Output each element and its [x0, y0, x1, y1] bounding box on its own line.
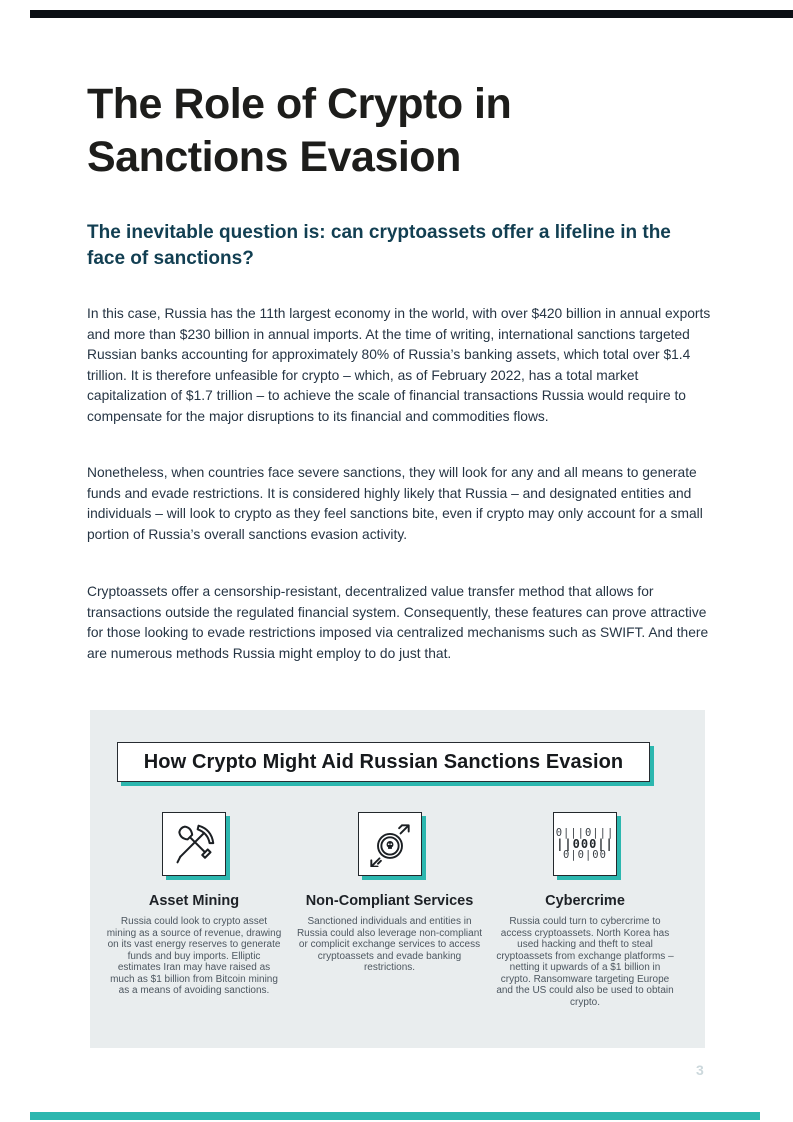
infographic-title-box	[117, 742, 650, 782]
top-accent-bar	[30, 10, 793, 18]
infographic-item-non-compliant-services	[290, 812, 490, 1008]
infographic-item-asset-mining	[104, 812, 284, 1008]
item-title: Non-Compliant Services	[305, 893, 474, 909]
body-paragraph: Cryptoassets offer a censorship-resistant, decentralized value transfer method that allows for transactions outside the regulated financial system. Consequently, these features can prove attractive for those looking to evade restrictions imposed via centralized mechanisms such as SWIFT. And there are numerous methods Russia might employ to do just that.	[87, 584, 709, 661]
item-title: Cybercrime	[545, 893, 625, 909]
infographic-item-cybercrime	[495, 812, 675, 1008]
sanctioned-coin-icon	[367, 821, 413, 867]
binary-row: 0|||0|||	[555, 826, 615, 839]
icon-box	[553, 812, 617, 876]
binary-row: 0|0|00	[563, 848, 607, 861]
icon-box	[162, 812, 226, 876]
item-description: Russia could turn to cybercrime to access cryptoassets. North Korea has used hacking and theft to steal cryptoassets from exchange platforms – netting it upwards of a $1 billion in crypto. Ransomware targeting Europe and the US could also be used to obtain crypto.	[496, 916, 674, 1008]
item-description: Sanctioned individuals and entities in Russia could also leverage non-compliant or complicit exchange services to access cryptoassets and evade banking restrictions.	[296, 916, 483, 973]
body-paragraph: In this case, Russia has the 11th largest economy in the world, with over $420 billion in annual exports and more than $230 billion in annual imports. At the time of writing, international sanctions targeted Russian banks accounting for approximately 80% of Russia’s banking assets, which total over $1.4 trillion. It is therefore unfeasible for crypto – which, as of February 2022, has a total market capitalization of $1.7 trillion – to achieve the scale of financial transactions Russia would require to compensate for the major disruptions to its financial and commodities flows.	[87, 306, 711, 424]
binary-row: ||000||	[556, 836, 614, 851]
bottom-accent-bar	[30, 1112, 760, 1120]
page-subtitle: The inevitable question is: can cryptoassets offer a lifeline in the face of sanctions?	[87, 222, 671, 269]
mining-tools-icon	[172, 822, 216, 866]
body-paragraph: Nonetheless, when countries face severe sanctions, they will look for any and all means to generate funds and evade restrictions. It is considered highly likely that Russia – and designated entities and individuals – will look to crypto as they feel sanctions bite, even if crypto may only account for a small portion of Russia’s overall sanctions evasion activity.	[87, 465, 703, 542]
binary-code-icon	[556, 828, 615, 861]
page-title: The Role of Crypto in Sanctions Evasion	[87, 80, 512, 181]
infographic-columns	[90, 812, 705, 1008]
item-title: Asset Mining	[148, 893, 240, 909]
infographic-panel	[90, 710, 705, 1048]
infographic-title: How Crypto Might Aid Russian Sanctions Evasion	[143, 750, 624, 773]
icon-box	[358, 812, 422, 876]
item-description: Russia could look to crypto asset mining as a source of revenue, drawing on its vast energy reserves to generate funds and buy imports. Elliptic estimates Iran may have raised as much as $1 billion from Bitcoin mining as a means of avoiding sanctions.	[106, 916, 282, 996]
page-number: 3	[696, 1062, 704, 1078]
